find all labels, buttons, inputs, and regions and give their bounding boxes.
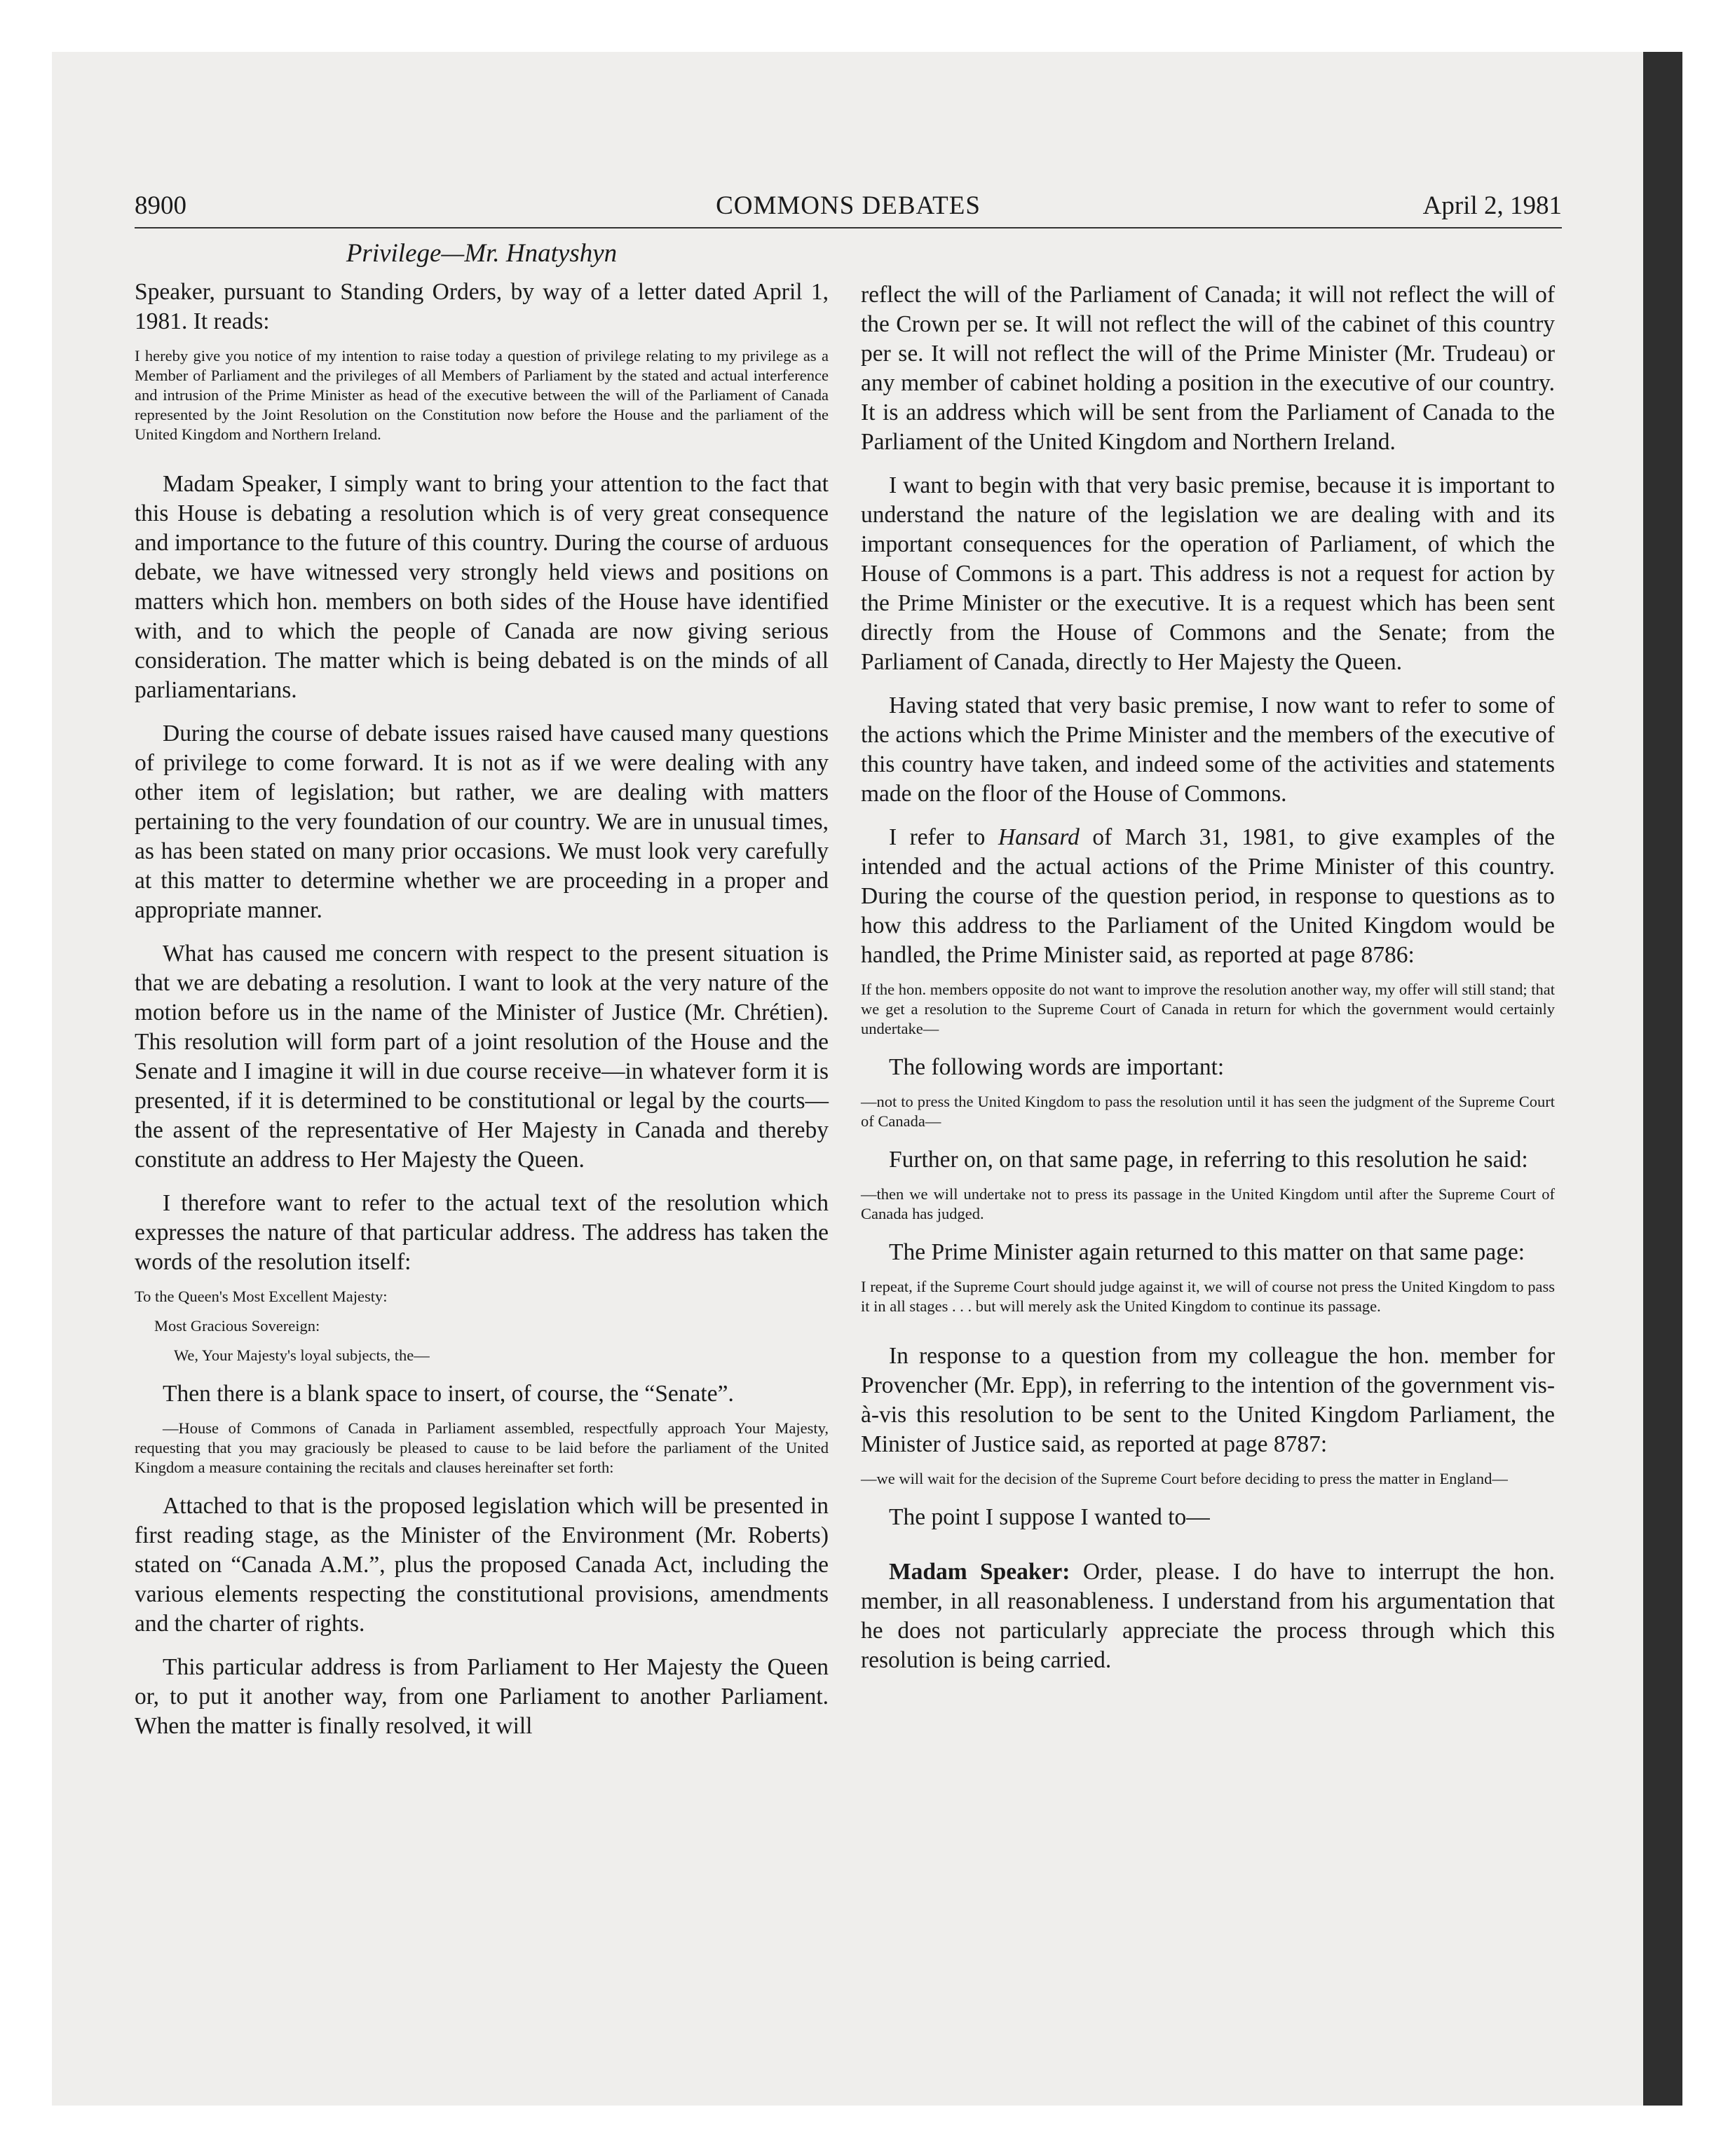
paragraph: Madam Speaker, I simply want to bring your attention to the fact that this House is debating a resolution which is of very great consequence and importance to the future of this country. During the course of arduous debate, we have witnessed very strongly held views and positions on matters which hon. members on both sides of the House have identified with, and to which the people of Canada are now giving serious consideration. The matter which is being debated is on the minds of all parliamentarians. — [135, 471, 829, 703]
paragraph: Attached to that is the proposed legislation which will be presented in first reading stage, as the Minister of the Environment (Mr. Roberts) stated on “Canada A.M.”, plus the proposed Canada Act, including the various elements respecting the constitutional provisions, amendments and the charter of rights. — [135, 1493, 829, 1637]
quotation: —House of Commons of Canada in Parliament assembled, respectfully approach Your Majesty, requesting that you may graciously be pleased to cause to be laid before the parliament of the United Kingdom a measure containing the recitals and clauses hereinafter set forth: — [135, 1419, 829, 1476]
paragraph — [861, 823, 1555, 970]
quotation: I hereby give you notice of my intention to raise today a question of privilege relating to my privilege as a Member of Parliament and the privileges of all Members of Parliament by the stated and actual interference and intrusion of the Prime Minister as head of the executive between the will of the Parliament of Canada represented by the Joint Resolution on the Constitution now before the House and the parliament of the United Kingdom and Northern Ireland. — [135, 347, 829, 443]
section-subtitle: Privilege—Mr. Hnatyshyn — [346, 239, 618, 268]
publication-date: April 2, 1981 — [1422, 191, 1562, 220]
paragraph: reflect the will of the Parliament of Canada; it will not reflect the will of the Crown per se. It will not reflect the will of the cabinet of this country per se. It will not reflect the will of the Prime Minister (Mr. Trudeau) or any member of cabinet holding a position in the executive of our country. It is an address which will be sent from the Parliament of Canada to the Parliament of the United Kingdom and Northern Ireland. — [861, 282, 1555, 455]
paragraph: This particular address is from Parliament to Her Majesty the Queen or, to put it another way, from one Parliament to another Parliament. When the matter is finally resolved, it will — [135, 1654, 829, 1739]
quotation: —we will wait for the decision of the Supreme Court before deciding to press the matter in England— — [861, 1470, 1508, 1487]
scan-edge-bar — [1643, 52, 1682, 2106]
paragraph: The following words are important: — [889, 1054, 1225, 1080]
left-column — [135, 278, 829, 1741]
right-column — [861, 280, 1555, 1675]
paragraph: Further on, on that same page, in referring to this resolution he said: — [889, 1147, 1528, 1173]
paragraph — [861, 1557, 1555, 1675]
paragraph: During the course of debate issues raised have caused many questions of privilege to come forward. It is not as if we were dealing with any other item of legislation; but rather, we are dealing with matters pertaining to the very foundation of our country. We are in unusual times, as has been stated on many prior occasions. We must look very carefully at this matter to determine whether we are proceeding in a proper and appropriate manner. — [135, 721, 829, 923]
quotation-line: We, Your Majesty's loyal subjects, the— — [174, 1346, 430, 1364]
paragraph: In response to a question from my colleague the hon. member for Provencher (Mr. Epp), in referring to the intention of the government vis-à-vis this resolution to be sent to the United Kingdom Parliament, the Minister of Justice said, as reported at page 8787: — [861, 1343, 1555, 1457]
hansard-title: Hansard — [998, 824, 1080, 850]
paragraph: Speaker, pursuant to Standing Orders, by way of a letter dated April 1, 1981. It reads: — [135, 279, 829, 334]
quotation: —not to press the United Kingdom to pass the resolution until it has seen the judgment of the Supreme Court of Canada— — [861, 1093, 1555, 1130]
text-run: of March 31, 1981, to give examples of the intended and the actual actions of the Prime Minister of this country. During the course of the question period, in response to questions as to how this address to the Parliament of the United Kingdom would be handled, the Prime Minister said, as reported at page 8786: — [861, 824, 1555, 968]
page-header — [135, 188, 1562, 228]
quotation: If the hon. members opposite do not want to improve the resolution another way, my offer will still stand; that we get a resolution to the Supreme Court of Canada in return for which the government would certainly undertake— — [861, 981, 1555, 1037]
speaker-name: Madam Speaker: — [889, 1559, 1070, 1585]
paragraph: The Prime Minister again returned to this matter on that same page: — [889, 1239, 1525, 1265]
paragraph: Then there is a blank space to insert, of course, the “Senate”. — [163, 1381, 734, 1407]
publication-title: COMMONS DEBATES — [716, 191, 981, 220]
paragraph: Having stated that very basic premise, I now want to refer to some of the actions which the Prime Minister and the members of the executive of this country have taken, and indeed some of the activities and statements made on the floor of the House of Commons. — [861, 692, 1555, 807]
page-number: 8900 — [135, 191, 186, 220]
paragraph: I want to begin with that very basic premise, because it is important to understand the nature of the legislation we are dealing with and its important consequences for the operation of Parliament, of which the House of Commons is a part. This address is not a request for action by the Prime Minister or the executive. It is a request which has been sent directly from the House of Commons and the Senate; from the Parliament of Canada, directly to Her Majesty the Queen. — [861, 472, 1555, 675]
text-run: I refer to — [889, 824, 998, 850]
quotation-line: Most Gracious Sovereign: — [154, 1317, 320, 1335]
paragraph: The point I suppose I wanted to— — [889, 1504, 1210, 1530]
paragraph: I therefore want to refer to the actual text of the resolution which expresses the nature of that particular address. The address has taken the words of the resolution itself: — [135, 1190, 829, 1275]
paragraph: What has caused me concern with respect to the present situation is that we are debating a resolution. I want to look at the very nature of the motion before us in the name of the Minister of Justice (Mr. Chrétien). This resolution will form part of a joint resolution of the House and the Senate and I imagine it will in due course receive—in whatever form it is presented, if it is determined to be constitutional or legal by the courts—the assent of the representative of Her Majesty in Canada and thereby constitute an address to Her Majesty the Queen. — [135, 941, 829, 1173]
quotation: I repeat, if the Supreme Court should judge against it, we will of course not press the United Kingdom to pass it in all stages . . . but will merely ask the United Kingdom to continue its passage. — [861, 1278, 1555, 1315]
text-run: Order, please. I do have to interrupt the hon. member, in all reasonableness. I understand from his argumentation that he does not particularly appreciate the process through which this resolution is being carried. — [861, 1559, 1555, 1673]
quotation-line: To the Queen's Most Excellent Majesty: — [135, 1288, 388, 1305]
quotation: —then we will undertake not to press its passage in the United Kingdom until after the Supreme Court of Canada has judged. — [861, 1185, 1555, 1222]
